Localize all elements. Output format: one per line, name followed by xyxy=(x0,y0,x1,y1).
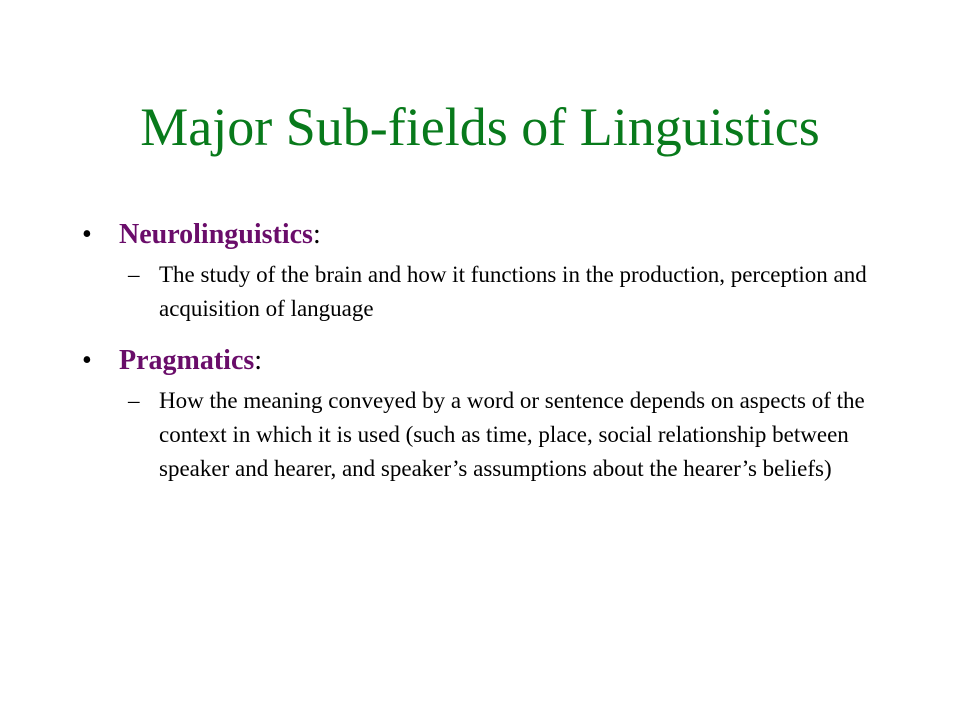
term-neurolinguistics: Neurolinguistics xyxy=(119,219,313,250)
bullet-marker: • xyxy=(82,345,92,376)
term-suffix: : xyxy=(312,219,321,250)
sub-item-neurolinguistics-definition xyxy=(82,258,882,326)
sub-marker: – xyxy=(128,262,140,287)
slide-body xyxy=(82,214,882,486)
definition-neurolinguistics: The study of the brain and how it functions in the production, perception and acquisition of language xyxy=(159,262,867,321)
term-suffix: : xyxy=(254,345,263,376)
bullet-item-pragmatics xyxy=(82,340,882,382)
slide-title: Major Sub-fields of Linguistics xyxy=(140,97,820,157)
sub-marker: – xyxy=(128,388,140,413)
sub-item-pragmatics-definition xyxy=(82,384,882,486)
bullet-marker: • xyxy=(82,219,92,250)
term-pragmatics: Pragmatics xyxy=(119,345,255,376)
bullet-item-neurolinguistics xyxy=(82,214,882,256)
definition-pragmatics: How the meaning conveyed by a word or sentence depends on aspects of the context in which it is used (such as time, place, social relationship between speaker and hearer, and speaker’s assumptions about the hearer’s beliefs) xyxy=(159,388,865,481)
